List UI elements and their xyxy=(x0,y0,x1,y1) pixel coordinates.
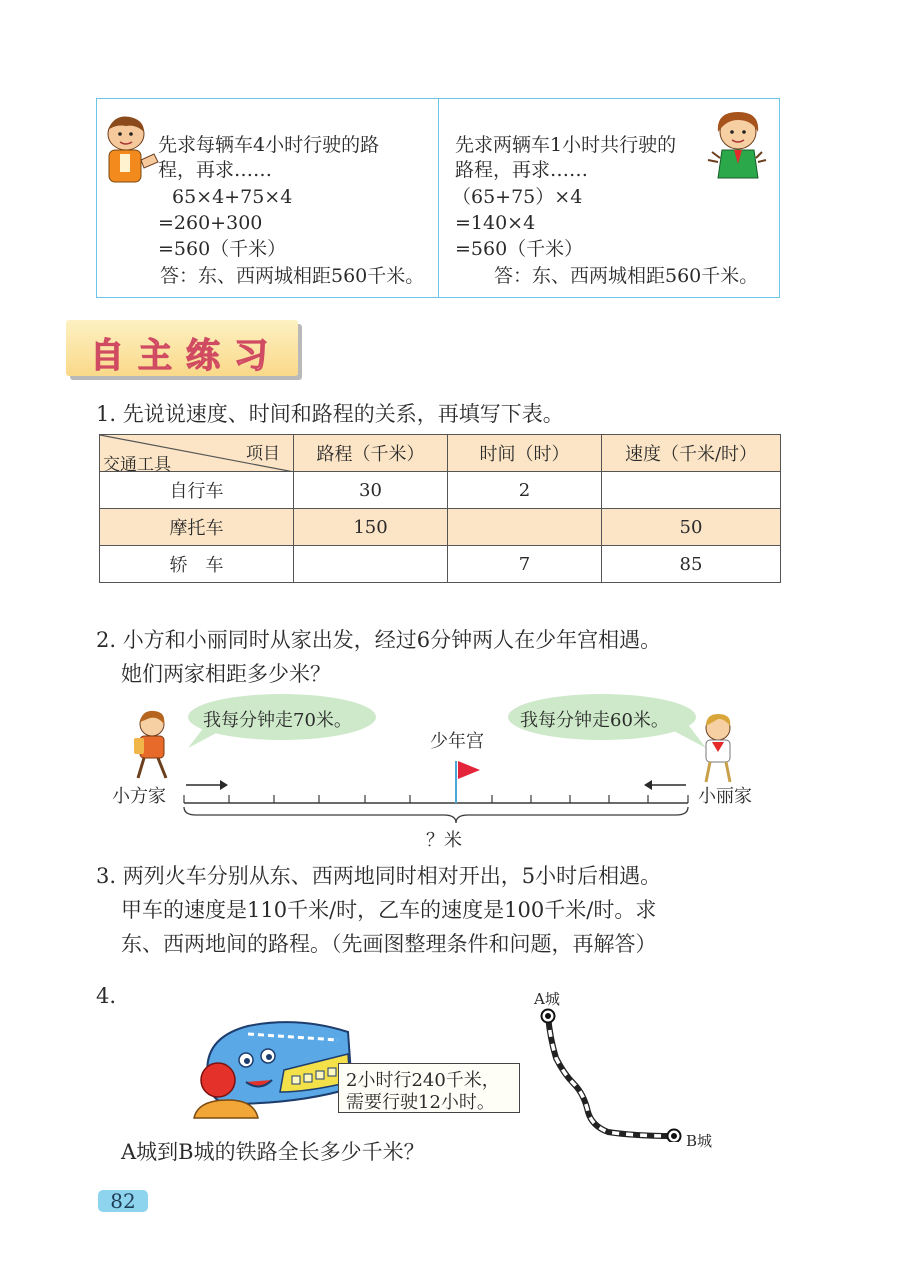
landmark-label: 少年宫 xyxy=(430,731,484,752)
table-corner-cell xyxy=(100,435,294,475)
city-b-marker xyxy=(668,1130,681,1143)
xiaofang-illustration xyxy=(128,708,174,782)
girl-illustration xyxy=(704,108,770,180)
table-row xyxy=(100,509,781,546)
number-line-diagram xyxy=(176,755,696,825)
table-row xyxy=(100,472,781,509)
boy-illustration xyxy=(100,112,162,188)
row-time-blank[interactable] xyxy=(448,509,602,546)
row-distance: 30 xyxy=(294,472,448,509)
right-solution-line-2: 路程，再求…… xyxy=(455,159,589,181)
row-name: 摩托车 xyxy=(100,509,294,546)
table-header-row xyxy=(100,435,781,472)
q3-line-2: 甲车的速度是110千米/时，乙车的速度是100千米/时。求 xyxy=(121,898,657,922)
corner-bottom-label: 交通工具 xyxy=(103,455,171,475)
xiaofang-home-label: 小方家 xyxy=(112,786,166,807)
speed-table xyxy=(99,434,781,583)
row-speed: 85 xyxy=(602,546,781,583)
city-b-label: B城 xyxy=(686,1132,713,1150)
number-line-ticks xyxy=(184,795,688,803)
unknown-distance-label: ？米 xyxy=(426,830,462,851)
right-solution-line-5: =560（千米） xyxy=(455,238,584,260)
flag-icon xyxy=(456,761,480,803)
total-brace xyxy=(184,807,688,823)
left-solution-line-5: =560（千米） xyxy=(158,238,287,260)
row-name: 自行车 xyxy=(100,472,294,509)
solution-divider xyxy=(438,98,439,298)
train-note-line-1: 2小时行240千米， xyxy=(346,1070,500,1091)
train-illustration xyxy=(188,1018,360,1122)
row-speed-blank[interactable] xyxy=(602,472,781,509)
xiaoli-home-label: 小丽家 xyxy=(698,786,752,807)
railway-track xyxy=(548,1016,674,1136)
corner-top-label: 项目 xyxy=(246,444,280,464)
city-a-marker xyxy=(542,1010,555,1023)
bubble-right-text: 我每分钟走60米。 xyxy=(520,710,669,731)
right-solution-answer: 答：东、西两城相距560千米。 xyxy=(494,265,759,287)
train-note-line-2: 需要行驶12小时。 xyxy=(346,1092,495,1113)
left-solution-line-2: 程，再求…… xyxy=(158,159,273,181)
right-solution-line-4: =140×4 xyxy=(455,212,536,234)
table-header-speed: 速度（千米/时） xyxy=(602,435,781,472)
left-solution-line-4: =260+300 xyxy=(158,212,263,234)
section-title: 自主练习 xyxy=(90,336,282,376)
page-number: 82 xyxy=(98,1190,148,1212)
railway-map xyxy=(538,1008,688,1142)
row-name: 轿 车 xyxy=(100,546,294,583)
q2-line-2: 她们两家相距多少米？ xyxy=(121,662,331,686)
q1-text: 1. 先说说速度、时间和路程的关系，再填写下表。 xyxy=(96,402,564,426)
right-solution-line-3: （65+75）×4 xyxy=(452,186,583,208)
q2-line-1: 2. 小方和小丽同时从家出发，经过6分钟两人在少年宫相遇。 xyxy=(96,628,662,652)
row-distance-blank[interactable] xyxy=(294,546,448,583)
city-a-label: A城 xyxy=(534,990,560,1008)
left-arrow xyxy=(644,780,686,790)
q3-line-3: 东、西两地间的路程。（先画图整理条件和问题，再解答） xyxy=(121,932,657,956)
row-speed: 50 xyxy=(602,509,781,546)
left-solution-answer: 答：东、西两城相距560千米。 xyxy=(160,265,425,287)
row-distance: 150 xyxy=(294,509,448,546)
q4-question: A城到B城的铁路全长多少千米？ xyxy=(121,1140,425,1164)
row-time: 7 xyxy=(448,546,602,583)
table-row xyxy=(100,546,781,583)
left-solution-line-1: 先求每辆车4小时行驶的路 xyxy=(158,134,380,156)
bubble-left-text: 我每分钟走70米。 xyxy=(203,710,352,731)
left-solution-line-3: 65×4+75×4 xyxy=(172,186,293,208)
xiaoli-illustration xyxy=(698,712,738,784)
table-header-time: 时间（时） xyxy=(448,435,602,472)
right-arrow xyxy=(186,780,228,790)
q3-line-1: 3. 两列火车分别从东、西两地同时相对开出，5小时后相遇。 xyxy=(96,864,662,888)
row-time: 2 xyxy=(448,472,602,509)
right-solution-line-1: 先求两辆车1小时共行驶的 xyxy=(455,134,677,156)
q4-number: 4. xyxy=(96,984,117,1008)
table-header-distance: 路程（千米） xyxy=(294,435,448,472)
